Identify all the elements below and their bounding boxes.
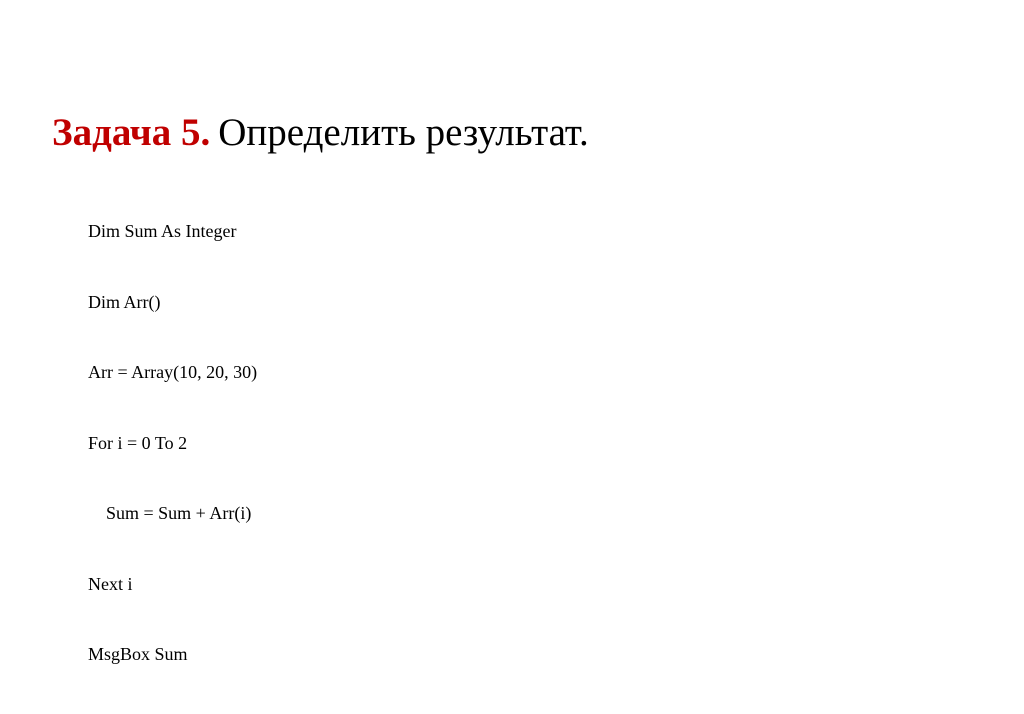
- code-line: MsgBox Sum: [88, 644, 188, 664]
- code-line: Arr = Array(10, 20, 30): [88, 362, 258, 382]
- task-instruction-label: Определить результат.: [218, 111, 589, 154]
- code-listing: [88, 173, 257, 714]
- slide-title: [52, 112, 589, 155]
- task-number-label: Задача 5.: [52, 111, 211, 154]
- code-line: Dim Sum As Integer: [88, 221, 237, 241]
- code-line: Dim Arr(): [88, 291, 161, 312]
- code-line: For i = 0 To 2: [88, 432, 188, 453]
- code-line: Next i: [88, 573, 133, 594]
- code-line: Sum = Sum + Arr(i): [88, 503, 252, 523]
